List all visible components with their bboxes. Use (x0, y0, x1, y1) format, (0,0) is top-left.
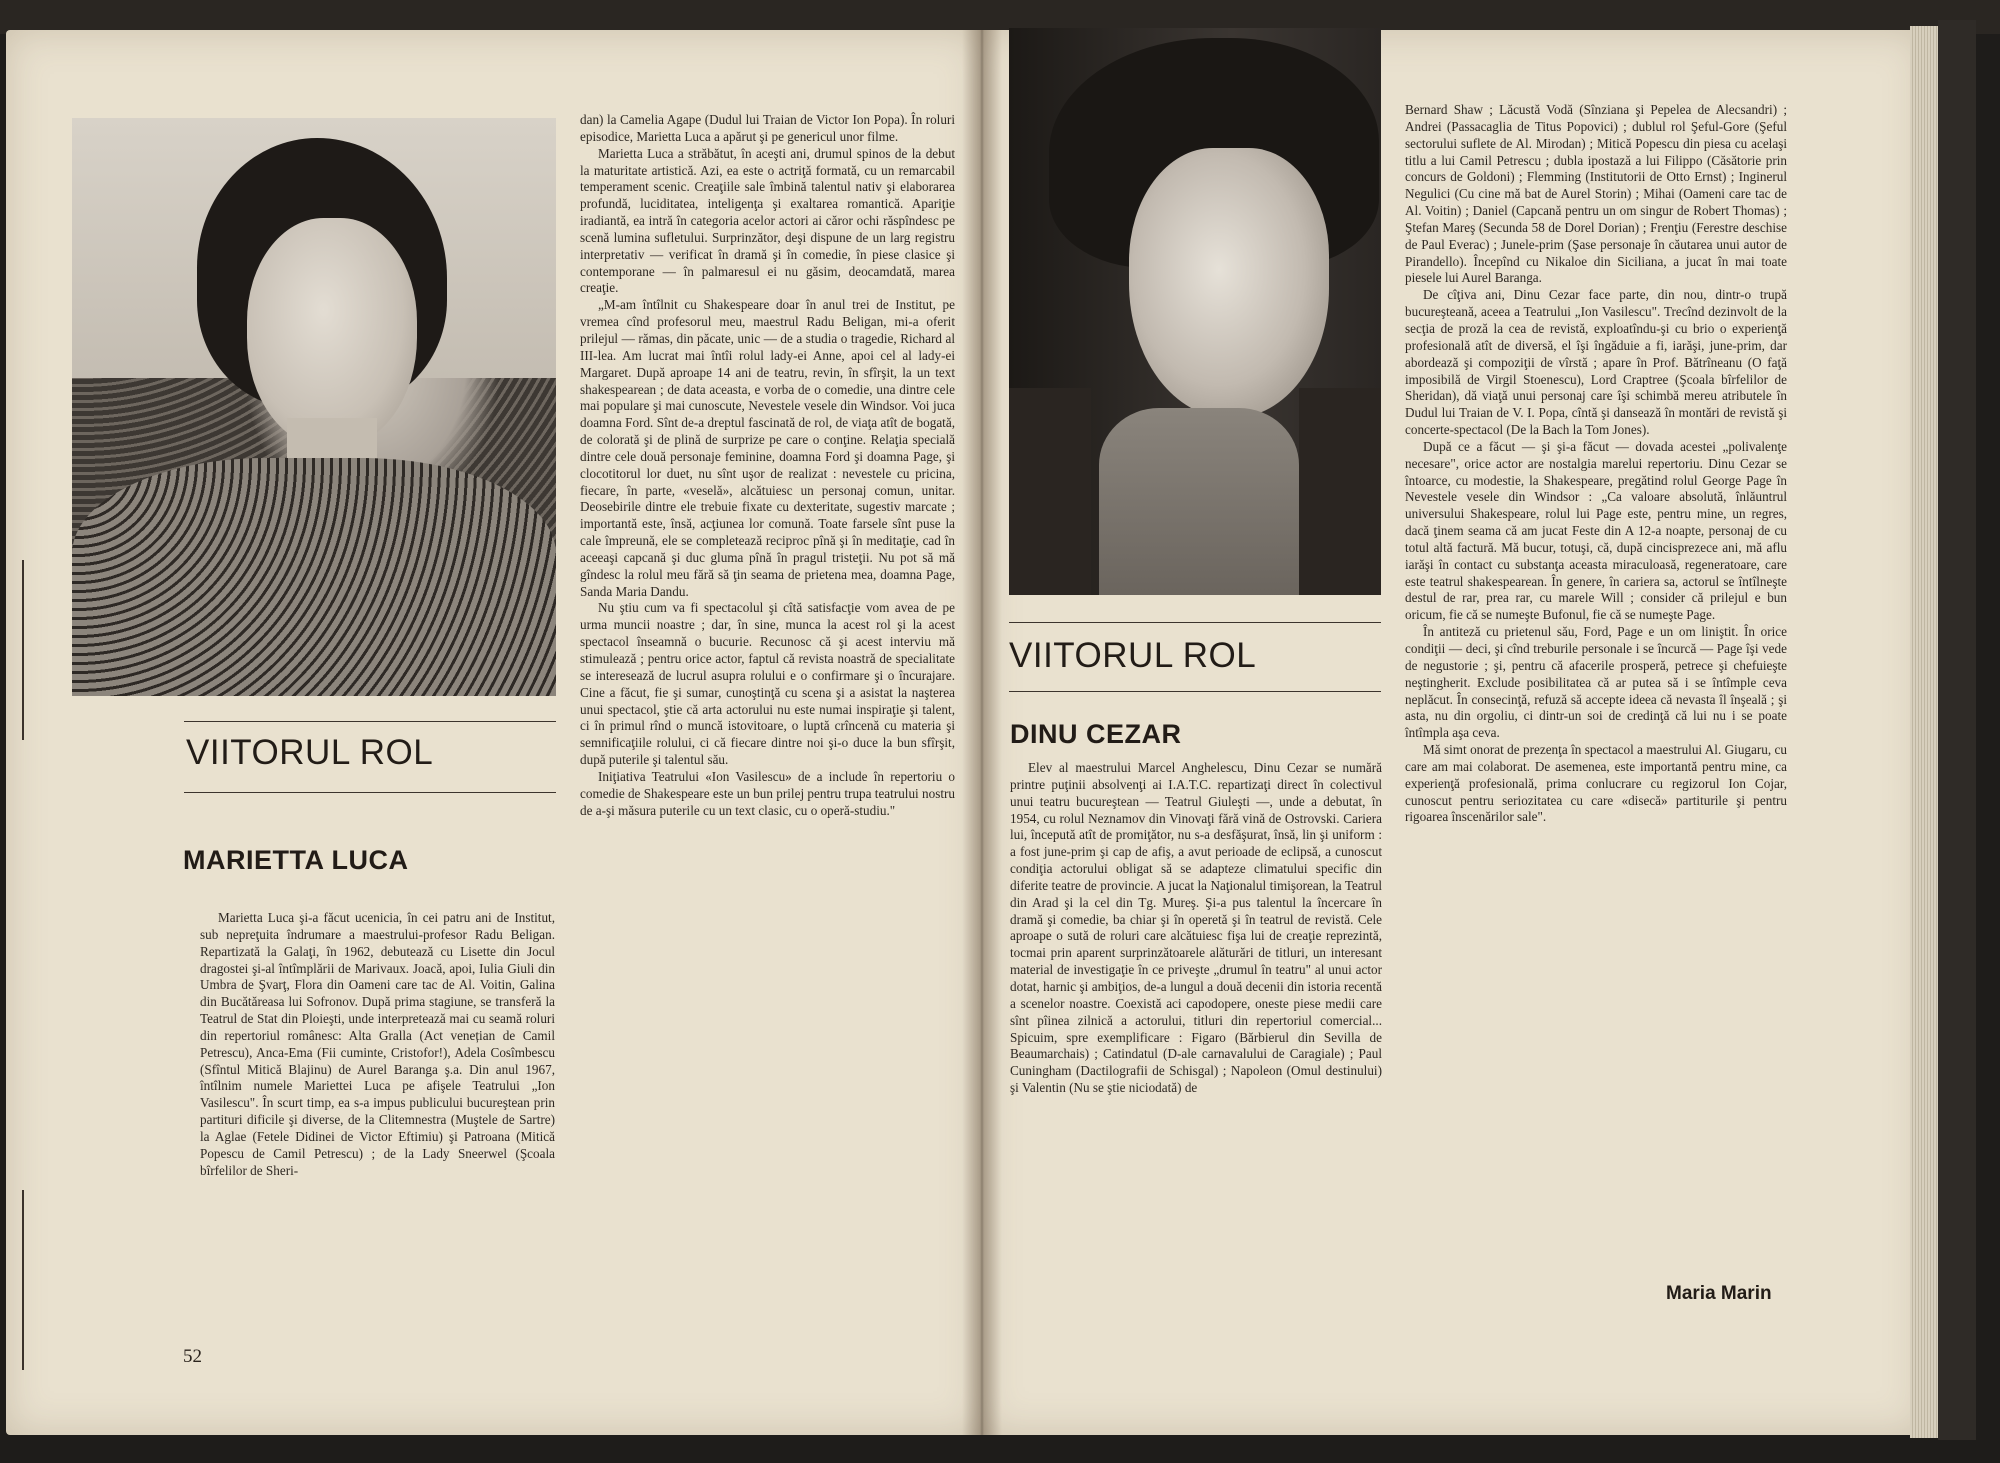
paragraph: După ce a făcut — şi şi-a făcut — dovada acestei „polivalenţe necesare", orice actor are nostalgia marelui repertoriu. Dinu Cezar se întoarce, cu modestie, la Shakespeare, pregătind rolul George Page în Nevestele vesele din Windsor : „Ca valoare absolută, înlăuntrul universului Shakespeare, rolul lui Page este, pentru mine, un regres, dacă ţinem seama că am jucat Feste din A 12-a noapte, personaj de cu totul altă factură. Mă bucur, totuşi, că, după cincisprezece ani, mă aflu iarăşi în contact cu substanţa aceasta miraculoasă, regeneratoare, care este teatrul shakespearean. În genere, în cariera sa, actorul se întîlneşte destul de rar, prea rar, cu marele Will ; consider că prilejul e bun oricum, fie că se numeşte Bufonul, fie că se numeşte Page. (1405, 438, 1787, 623)
right-article-column-2 (1405, 102, 1787, 826)
book-cover-top (0, 0, 2000, 34)
actor-name: DINU CEZAR (1010, 719, 1182, 749)
page-edges (1910, 26, 1940, 1438)
paragraph: Nu ştiu cum va fi spectacolul şi cîtă satisfacţie vom avea de pe urma muncii noastre ; dar, în sine, munca la acest rol şi la acest spectacol înseamnă o bucurie. Recunosc că şi acest interviu mă stimulează ; pentru orice actor, faptul că revista noastră de specialitate se interesează de lucrul asupra rolului e o confirmare şi o încurajare. Cine a făcut, fie şi sumar, cunoştinţă cu scena şi a asistat la naşterea unui spectacol, ştie că arta actorului nu este numai inspiraţie şi talent, ci în primul rînd o muncă istovitoare, o luptă crîncenă cu materia şi semnificaţiile rolului, ci că fiecare dintre noi şi-o duce la bun sfîrşit, după puterile şi talentul său. (580, 600, 955, 768)
section-rule-top (1009, 622, 1381, 623)
section-rule-top (184, 721, 556, 722)
section-label: VIITORUL ROL (1009, 636, 1257, 675)
portrait-photo-marietta-luca (72, 118, 556, 696)
section-rule-bottom (1009, 691, 1381, 692)
right-article-column-1 (1010, 760, 1382, 1097)
left-article-column-1 (200, 910, 555, 1180)
paragraph: Marietta Luca a străbătut, în aceşti ani, drumul spinos de la debut la maturitate artistică. Azi, ea este o actriţă formată, cu un remarcabil temperament scenic. Creaţiile sale îmbină talentul nativ şi elaborarea profundă, luciditatea, inteligenţa şi exaltarea romantică. Apariţie iradiantă, ea intră în categoria acelor actori ai căror ochi răspîndesc pe scenă lumina sufletului. Surprinzător, deşi dispune de un larg registru interpretativ — verificat în dramă şi în comedie, în piese clasice şi contemporane — în palmaresul ei nu găsim, deocamdată, marea creaţie. (580, 145, 955, 296)
book-gutter (962, 30, 1002, 1435)
margin-mark (22, 1190, 24, 1370)
portrait-photo-dinu-cezar (1009, 28, 1381, 595)
paragraph: Mă simt onorat de prezenţa în spectacol a maestrului Al. Giugaru, cu care am mai colaborat. De asemenea, este importantă pentru mine, ca experienţă profesională, prima conlucrare cu regizorul Ion Cojar, cunoscut pentru seriozitatea cu care «disecă» partiturile şi pentru rigoarea înscenărilor sale". (1405, 742, 1787, 825)
paragraph: În antiteză cu prietenul său, Ford, Page e un om liniştit. În orice condiţii — deci, şi cînd treburile personale i se încurcă — Page îşi vede de negustorie ; şi, pentru că afacerile prosperă, petrece şi chefuieşte neştingherit. Exclude posibilitatea că ar putea să i se întîmple ceva neplăcut. În consecinţă, refuză să accepte ideea că nevasta îl înşeală ; şi asta, nu din orgoliu, ci dintr-un soi de credinţă că lui nu i se poate întîmpla aşa ceva. (1405, 624, 1787, 741)
margin-mark (22, 560, 24, 740)
page-number: 52 (183, 1346, 202, 1367)
paragraph: „M-am întîlnit cu Shakespeare doar în anul trei de Institut, pe vremea cînd profesorul meu, maestrul Radu Beligan, mi-a oferit prilejul — rămas, din păcate, unic — de a studia o tragedie, Richard al III-lea. Am lucrat mai întîi rolul lady-ei Anne, apoi cel al lady-ei Margaret. După aproape 14 ani de teatru, revin, în sfîrşit, la un text shakespearean ; de data aceasta, e vorba de o comedie, una dintre cele mai populare şi mai cunoscute, Nevestele vesele din Windsor. Voi juca doamna Ford. Sînt de-a dreptul fascinată de rol, de viaţa atît de bogată, de colorată şi de plină de surprize pe care o conţine. Relaţia specială dintre cele două personaje feminine, doamna Ford şi doamna Page, şi clocotitorul lor duet, nu sînt uşor de realizat : nevestele cu pricina, fiecare, în parte, «veselă», alcătuiesc un personaj comun, unitar. Deosebirile dintre ele trebuie fixate cu dexteritate, sugestiv marcate ; importantă este, însă, acţiunea lor comună. Toate farsele sînt puse la cale împreună, ele se completează reciproc pînă şi în meditaţie, cad în aceeaşi capcană şi duc gluma pînă în pragul tristeţii. Nu pot să mă gîndesc la rolul meu fără să ţin seama de prietena mea, doamna Page, Sanda Maria Dandu. (580, 297, 955, 599)
author-signature: Maria Marin (1666, 1283, 1772, 1304)
actor-name: MARIETTA LUCA (183, 845, 409, 875)
section-rule-bottom (184, 792, 556, 793)
left-article-column-2 (580, 112, 955, 819)
paragraph: Iniţiativa Teatrului «Ion Vasilescu» de a include în repertoriu o comedie de Shakespeare este un bun prilej pentru trupa teatrului nostru de a-şi măsura puterile cu un text clasic, cu o operă-studiu." (580, 768, 955, 818)
book-cover-edge (1938, 20, 1976, 1440)
section-label: VIITORUL ROL (186, 733, 434, 772)
paragraph: Bernard Shaw ; Lăcustă Vodă (Sînziana şi Pepelea de Alecsandri) ; Andrei (Passacaglia de Titus Popovici) ; dublul rol Şeful-Gore (Şeful sectorului suflete de Al. Mirodan) ; Mitică Popescu din piesa cu acelaşi titlu a lui Camil Petrescu ; dubla ipostază a lui Filippo (Căsătorie prin concurs de Goldoni) ; Flemming (Institutorii de Otto Ernst) ; Inginerul Negulici (Cu cine mă bat de Aurel Storin) ; Mihai (Oameni care tac de Al. Voitin) ; Daniel (Capcană pentru un om singur de Robert Thomas) ; Ştefan Mareş (Secunda 58 de Dorel Dorian) ; Frenţiu (Ferestre deschise de Paul Everac) ; Junele-prim (Şase personaje în căutarea unui autor de Pirandello). Începînd cu Nikaloe din Siciliana, a jucat în mai toate piesele lui Aurel Baranga. (1405, 102, 1787, 286)
paragraph: dan) la Camelia Agape (Dudul lui Traian de Victor Ion Popa). În roluri episodice, Marietta Luca a apărut şi pe genericul unor filme. (580, 112, 955, 144)
paragraph: Marietta Luca şi-a făcut ucenicia, în cei patru ani de Institut, sub nepreţuita îndrumare a maestrului-profesor Radu Beligan. Repartizată la Galaţi, în 1962, debutează cu Lisette din Jocul dragostei şi-al întîmplării de Marivaux. Joacă, apoi, Iulia Giuli din Umbra de Şvarţ, Flora din Oameni care tac de Al. Voitin, Galina din Bucătăreasa lui Sofronov. După prima stagiune, se transferă la Teatrul de Stat din Ploieşti, unde interpretează mai cu seamă roluri din repertoriul românesc: Alta Gralla (Act venețian de Camil Petrescu), Anca-Ema (Fii cuminte, Cristofor!), Adela Cosîmbescu (Sfîntul Mitică Blajinu) de Aurel Baranga ş.a. Din anul 1967, întîlnim numele Mariettei Luca pe afişele Teatrului „Ion Vasilescu". În scurt timp, ea s-a impus publicului bucureştean prin partituri dificile şi diverse, de la Clitemnestra (Muştele de Sartre) la Aglae (Fetele Didinei de Victor Eftimiu) şi Patroana (Mitică Popescu de Camil Petrescu) ; de la Lady Sneerwel (Şcoala bîrfelilor de Sheri- (200, 910, 555, 1178)
paragraph: Elev al maestrului Marcel Anghelescu, Dinu Cezar se numără printre puţinii absolvenţi ai I.A.T.C. repartizaţi direct în colectivul unui teatru bucureştean — Teatrul Giuleşti —, unde a debutat, în 1954, cu rolul Neznamov din Vinovaţi fără vină de Ostrovski. Cariera lui, începută atît de promiţător, nu s-a desfăşurat, însă, lin şi uniform : a fost june-prim şi cap de afiş, a avut perioade de eclipsă, a cunoscut condiţia actorului obligat să se adapteze climatului specific din diferite teatre de provincie. A jucat la Naţionalul timişorean, la Teatrul din Arad şi la cel din Tg. Mureş. Şi-a pus talentul la încercare în dramă şi comedie, ba chiar şi în operetă şi în teatrul de revistă. Cele aproape o sută de roluri care alcătuiesc fişa lui de creaţie reprezintă, tocmai prin aparent surprinzătoarele alăturări de titluri, un interesant material de investigaţie în ce priveşte „drumul în teatru" al unui actor dotat, harnic şi ambiţios, de-a lungul a două decenii din istoria recentă a scenelor noastre. Coexistă aci capodopere, oneste piese medii care sînt pîinea zilnică a actorului, titluri din repertoriul comercial... Spicuim, spre exemplificare : Figaro (Bărbierul din Sevilla de Beaumarchais) ; Catindatul (D-ale carnavalului de Caragiale) ; Paul Cuningham (Dactilografii de Schisgal) ; Napoleon (Omul destinului) şi Valentin (Nu se ştie niciodată) de (1010, 760, 1382, 1096)
paragraph: De cîţiva ani, Dinu Cezar face parte, din nou, dintr-o trupă bucureşteană, aceea a Teatrului „Ion Vasilescu". Trecînd dezinvolt de la secţia de proză la cea de revistă, exploatîndu-şi cu brio o experienţă profesională atît de diversă, el îşi îngăduie a fi, iarăşi, june-prim, dar abordează şi compoziţii de vîrstă ; apare în Prof. Bătrîneanu (O faţă imposibilă de Virgil Stoenescu), Lord Craptree (Şcoala bîrfelilor de Sheridan), dă viaţă unui personaj care îşi schimbă mereu atributele în Dudul lui Traian de V. I. Popa, cîntă şi dansează în montări de revistă şi concerte-spectacol (De la Bach la Tom Jones). (1405, 287, 1787, 438)
